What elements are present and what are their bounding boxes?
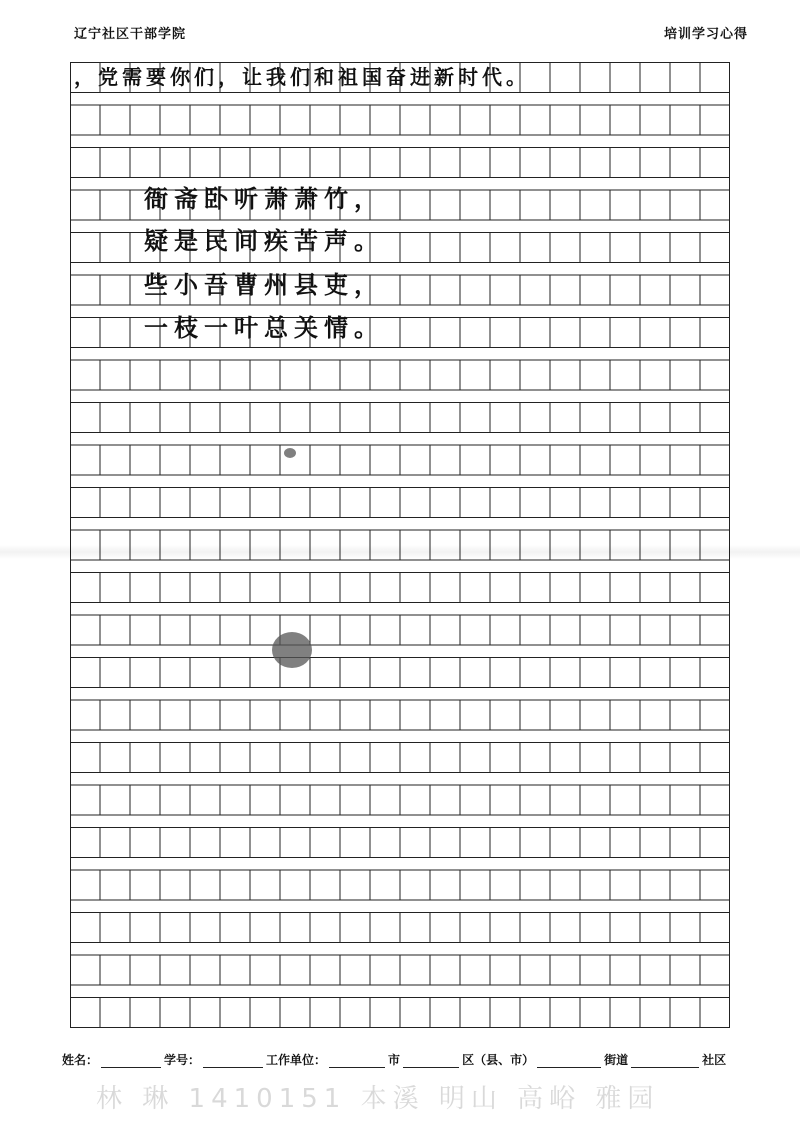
street-label: 街道 xyxy=(604,1053,629,1067)
poem-line-1: 衙斋卧听萧萧竹， xyxy=(144,184,384,213)
street-field[interactable] xyxy=(537,1055,601,1068)
community-label: 社区 xyxy=(702,1053,727,1067)
city-field[interactable] xyxy=(329,1055,385,1068)
student-id-field[interactable] xyxy=(203,1055,263,1068)
poem-line-4: 一枝一叶总关情。 xyxy=(144,313,384,342)
student-id-label: 学号： xyxy=(164,1053,201,1067)
poem-line-2: 疑是民间疾苦声。 xyxy=(144,226,384,255)
ink-stain-large xyxy=(272,632,312,668)
institution-name: 辽宁社区干部学院 xyxy=(74,27,187,42)
district-label: 区（县、市） xyxy=(462,1053,535,1067)
name-field[interactable] xyxy=(101,1055,161,1068)
district-field[interactable] xyxy=(403,1055,459,1068)
name-label: 姓名： xyxy=(62,1053,99,1067)
document-type: 培训学习心得 xyxy=(663,27,748,42)
bleed-through-text: 林 琳 1410151 本溪 明山 高峪 雅园 xyxy=(96,1084,660,1114)
community-field[interactable] xyxy=(631,1055,699,1068)
work-unit-label: 工作单位： xyxy=(266,1053,327,1067)
city-label: 市 xyxy=(388,1053,401,1067)
poem-line-3: 些小吾曹州县吏， xyxy=(144,270,384,299)
ink-stain-small xyxy=(284,448,296,458)
student-info-footer xyxy=(62,1051,752,1068)
text-line-1: ，党需要你们，让我们和祖国奋进新时代。 xyxy=(74,65,530,89)
paper-crease xyxy=(0,545,800,559)
